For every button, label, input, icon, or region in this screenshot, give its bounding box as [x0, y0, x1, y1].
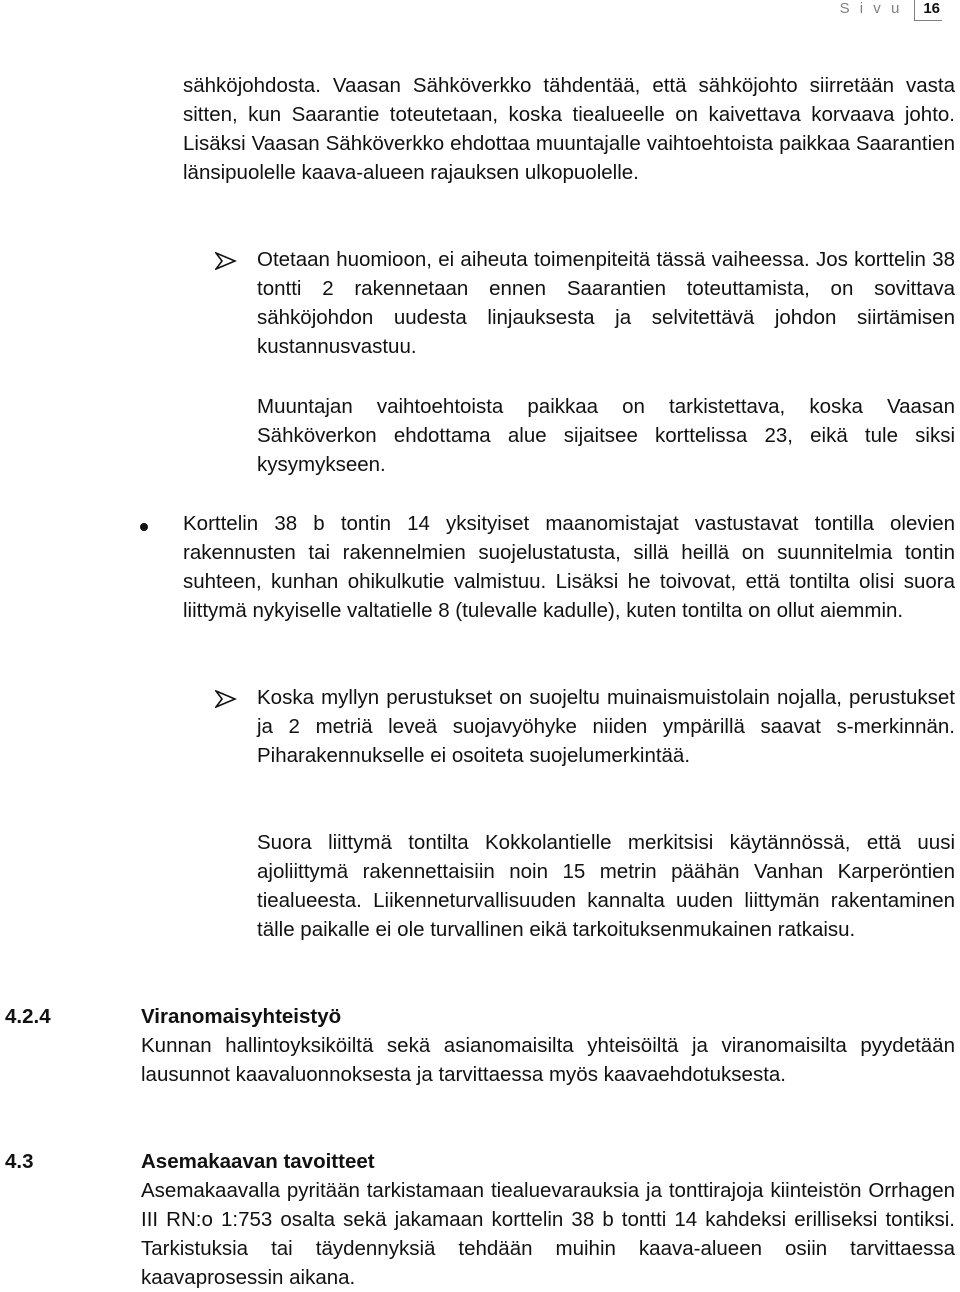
- round-bullet-icon: [139, 519, 149, 537]
- section-number-4-2-4: 4.2.4: [5, 1005, 51, 1028]
- response-paragraph-2: Koska myllyn perustukset on suojeltu muinaismuistolain nojalla, perustukset ja 2 metriä leveä suojavyöhyke niiden ympärillä saavat s-merkinnän. Piharakennukselle ei osoiteta suojelumerkintää.: [257, 686, 955, 767]
- page-label: S i v u: [839, 0, 903, 17]
- arrow-bullet-icon: [215, 252, 237, 275]
- response-paragraph-1: Otetaan huomioon, ei aiheuta toimenpiteitä tässä vaiheessa. Jos korttelin 38 tontti 2 rakennetaan ennen Saarantien toteuttamista, on sovittava sähköjohdon uudesta linjauksesta ja selvitettävä johdon siirtämisen kustannusvastuu.: [257, 248, 955, 358]
- response-paragraph-2b: Suora liittymä tontilta Kokkolantielle merkitsisi käytännössä, että uusi ajoliittymä rakennettaisiin noin 15 metrin päähän Vanhan Karperöntien tiealueesta. Liikenneturvallisuuden kannalta uuden liittymän rakentaminen tälle paikalle ei ole turvallinen eikä tarkoituksenmukainen ratkaisu.: [257, 831, 955, 941]
- section-number-4-3: 4.3: [5, 1150, 34, 1173]
- page-number: 16: [914, 0, 942, 21]
- intro-paragraph: sähköjohdosta. Vaasan Sähköverkko tähdentää, että sähköjohto siirretään vasta sitten, kun Saarantie toteutetaan, koska tiealueelle on kaivettava korvaava johto. Lisäksi Vaasan Sähköverkko ehdottaa muuntajalle vaihtoehtoista paikkaa Saarantien länsipuolelle kaava-alueen rajauksen ulkopuolelle.: [183, 74, 955, 184]
- response-paragraph-1b: Muuntajan vaihtoehtoista paikkaa on tarkistettava, koska Vaasan Sähköverkon ehdottama alue sijaitsee korttelissa 23, eikä tule siksi kysymykseen.: [257, 395, 955, 476]
- section-body-4-2-4: Kunnan hallintoyksiköiltä sekä asianomaisilta yhteisöiltä ja viranomaisilta pyydetään lausunnot kaavaluonnoksesta ja tarvittaessa myös kaavaehdotuksesta.: [141, 1034, 955, 1086]
- arrow-bullet-icon: [215, 690, 237, 713]
- page-header: [840, 0, 942, 18]
- bullet-paragraph-1: Korttelin 38 b tontin 14 yksityiset maanomistajat vastustavat tontilla olevien rakennusten tai rakennelmien suojelustatusta, sillä heillä on suunnitelmia tontin suhteen, kunhan ohikulkutie valmistuu. Lisäksi he toivovat, että tontilta olisi suora liittymä nykyiselle valtatielle 8 (tulevalle kadulle), kuten tontilta on ollut aiemmin.: [183, 512, 955, 622]
- section-title-4-3: Asemakaavan tavoitteet: [141, 1150, 375, 1173]
- section-body-4-3: Asemakaavalla pyritään tarkistamaan tiealuevarauksia ja tonttirajoja kiinteistön Orrhagen III RN:o 1:753 osalta sekä jakamaan korttelin 38 b tontti 14 kahdeksi erilliseksi tontiksi. Tarkistuksia tai täydennyksiä tehdään muihin kaava-alueen osiin tarvittaessa kaavaprosessin aikana.: [141, 1179, 955, 1289]
- section-title-4-2-4: Viranomaisyhteistyö: [141, 1005, 342, 1028]
